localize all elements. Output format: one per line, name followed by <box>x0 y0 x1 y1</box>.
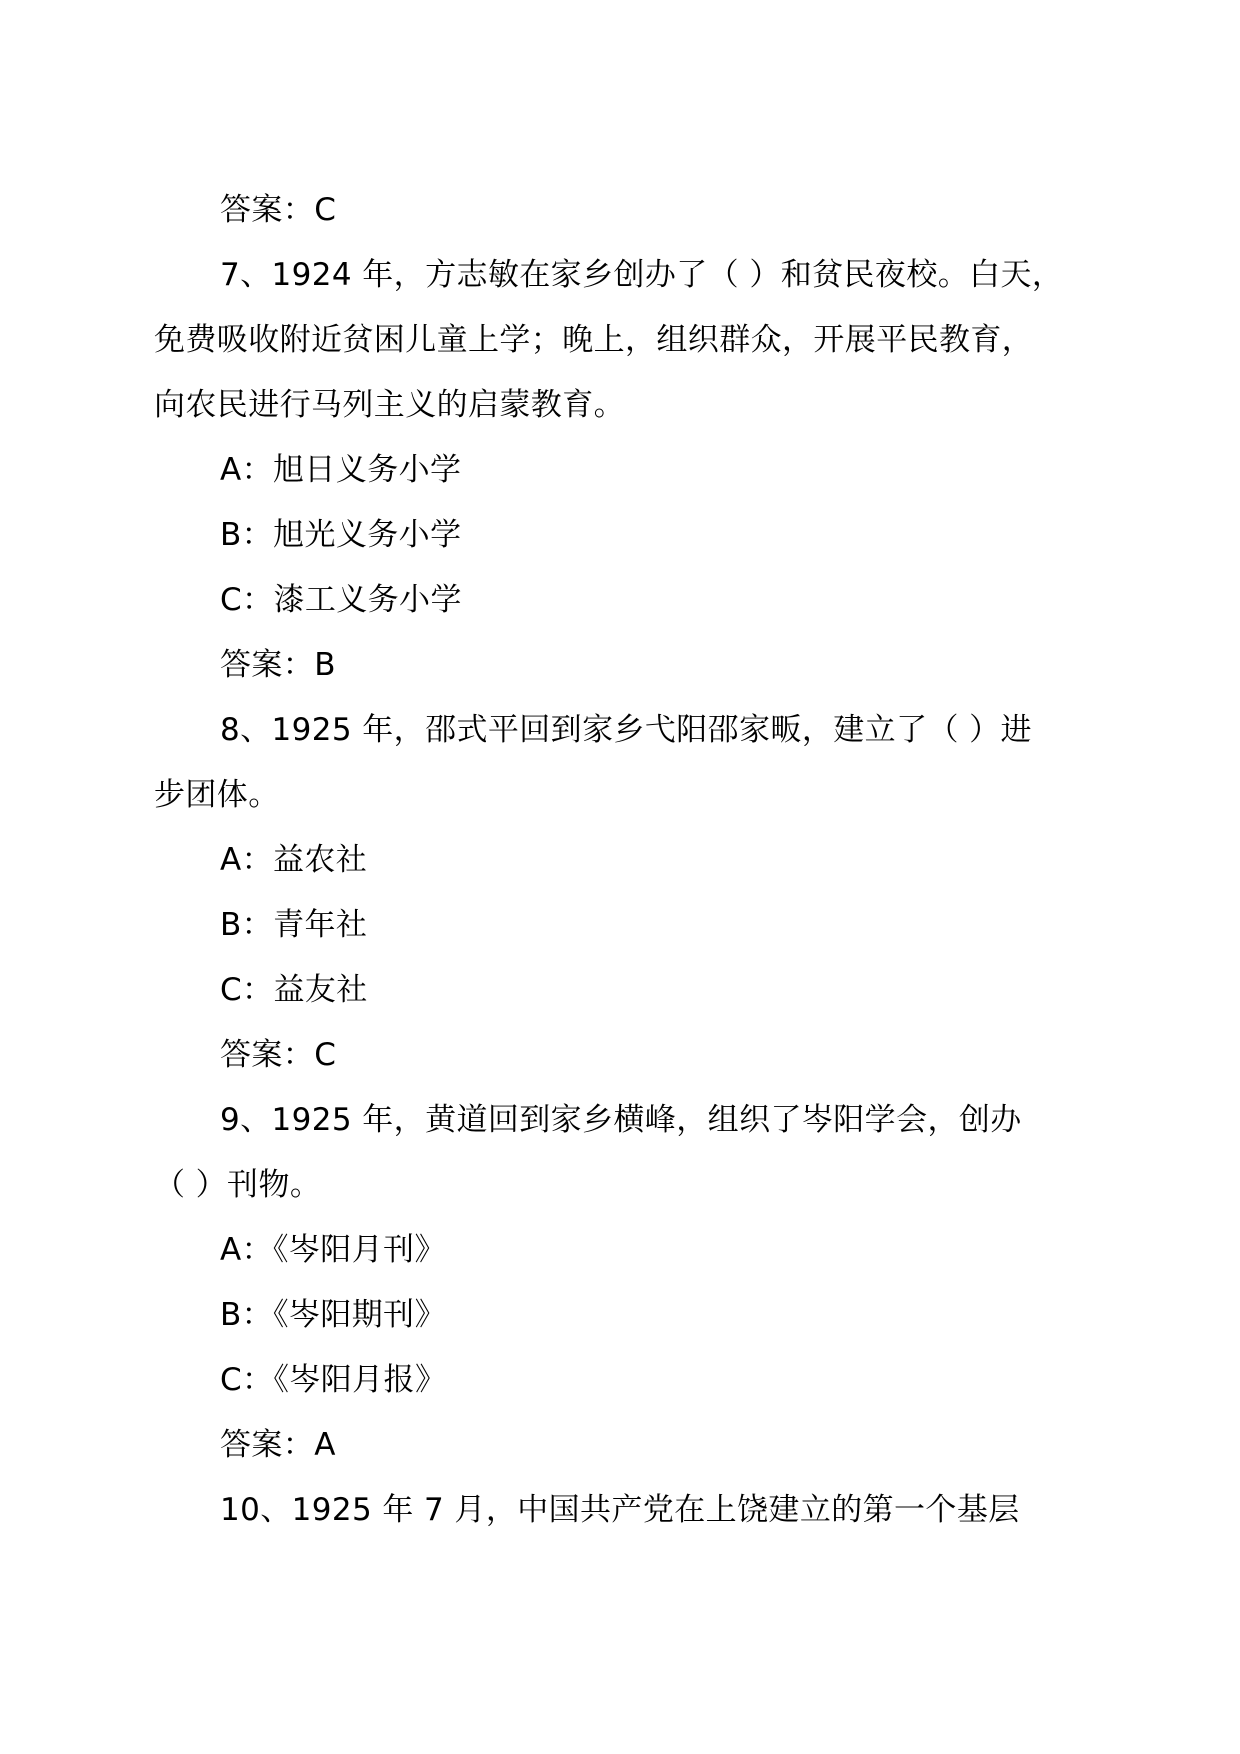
question-9-text-line-1: 9、1925 年，黄道回到家乡横峰，组织了岑阳学会，创办 <box>220 1102 1022 1138</box>
question-9-option-c: C：《岑阳月报》 <box>220 1362 447 1398</box>
question-9-option-a: A：《岑阳月刊》 <box>220 1232 446 1268</box>
question-10-text-line-1: 10、1925 年 7 月，中国共产党在上饶建立的第一个基层 <box>220 1492 1020 1528</box>
question-8-text-line-2: 步团体。 <box>154 777 280 813</box>
question-8-option-b: B：青年社 <box>220 907 368 943</box>
question-8-option-a: A：益农社 <box>220 842 368 878</box>
answer-line-q7: 答案：B <box>220 647 336 683</box>
question-7-option-a: A：旭日义务小学 <box>220 452 462 488</box>
answer-line-q6: 答案：C <box>220 192 337 228</box>
question-7-text-line-2: 免费吸收附近贫困儿童上学；晚上，组织群众，开展平民教育， <box>154 322 1034 358</box>
question-7-option-c: C：漆工义务小学 <box>220 582 462 618</box>
answer-line-q8: 答案：C <box>220 1037 337 1073</box>
question-7-text-line-3: 向农民进行马列主义的启蒙教育。 <box>154 387 625 423</box>
question-9-text-line-2: （ ）刊物。 <box>154 1167 322 1203</box>
question-7-text-line-1: 7、1924 年，方志敏在家乡创办了（ ）和贫民夜校。白天， <box>220 257 1064 293</box>
question-9-option-b: B：《岑阳期刊》 <box>220 1297 446 1333</box>
answer-line-q9: 答案：A <box>220 1427 336 1463</box>
question-8-text-line-1: 8、1925 年，邵式平回到家乡弋阳邵家畈，建立了（ ）进 <box>220 712 1032 748</box>
question-7-option-b: B：旭光义务小学 <box>220 517 462 553</box>
question-8-option-c: C：益友社 <box>220 972 368 1008</box>
document-body <box>154 178 1089 1543</box>
